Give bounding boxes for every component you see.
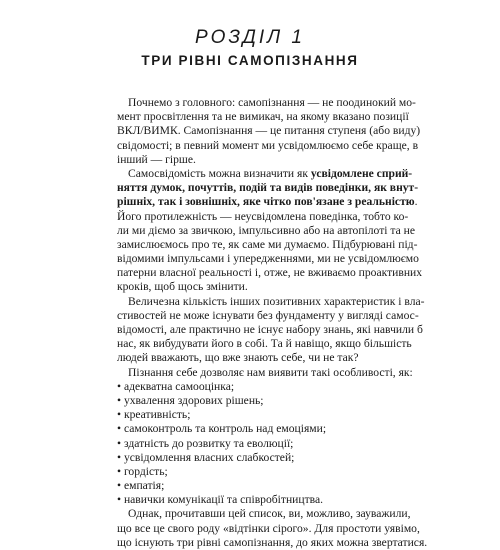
chapter-title: ТРИ РІВНІ САМОПІЗНАННЯ	[141, 53, 359, 68]
text-line	[117, 209, 409, 224]
text-segment: • гордість;	[117, 464, 168, 478]
text-segment: що все це свого роду «відтінки сірого». Для простоти уявімо,	[117, 521, 420, 535]
bold-text: усвідомлене сприй-	[310, 166, 413, 180]
text-segment: патерни власної реальності і, отже, не вживаємо проактивних	[117, 266, 423, 280]
text-line	[117, 124, 421, 138]
text-segment: • адекватна самооцінка;	[117, 379, 235, 393]
list-item	[117, 493, 385, 507]
text-line	[117, 223, 415, 238]
text-line	[117, 323, 423, 337]
list-item	[117, 451, 385, 465]
text-line	[117, 507, 411, 521]
list-item	[117, 380, 385, 394]
list-item	[117, 394, 385, 408]
text-line	[117, 195, 418, 209]
text-segment: кроків, щоб щось змінити.	[117, 280, 248, 294]
text-segment: • самоконтроль та контроль над емоціями;	[117, 422, 327, 436]
text-line	[117, 138, 419, 153]
list-item	[117, 479, 385, 493]
text-line	[117, 181, 419, 195]
text-line	[117, 266, 423, 280]
text-line	[117, 535, 428, 550]
text-line	[117, 280, 385, 294]
text-line	[117, 337, 412, 351]
chapter-heading: РОЗДІЛ 1	[194, 27, 305, 48]
text-line	[117, 365, 413, 380]
body-text	[117, 96, 428, 550]
text-line	[117, 351, 385, 365]
text-segment: Однак, прочитавши цей список, ви, можливо, зауважили,	[128, 507, 411, 521]
text-segment: • ухвалення здорових рішень;	[117, 393, 264, 407]
text-segment: стивостей не може існувати без фундаменту у вигляді самос-	[117, 308, 419, 322]
text-segment: ВКЛ/ВИМК. Самопізнання — це питання ступеня (або виду)	[117, 124, 421, 138]
list-item	[117, 437, 385, 451]
text-segment: відомими імпульсами і упередженнями, ми не усвідомлюємо	[117, 252, 419, 266]
text-line	[117, 521, 420, 536]
text-line	[117, 166, 413, 181]
text-segment: свідомості; в певний момент ми усвідомлюємо себе краще, в	[117, 138, 419, 152]
text-segment: ли ми діємо за звичкою, імпульсивно або на автопілоті та не	[117, 223, 415, 237]
text-segment: Почнемо з головного: самопізнання — не поодинокий мо-	[128, 96, 416, 109]
text-segment: що існують три рівні самопізнання, до яких можна звертатися.	[117, 535, 428, 549]
text-segment: відомості, але практично не існує набору знань, які навчили б	[117, 323, 423, 336]
text-segment: нас, як вибудувати його в собі. Та й навіщо, якщо більшість	[117, 337, 412, 351]
text-line	[117, 252, 419, 266]
text-segment: • навички комунікації та співробітництва.	[117, 493, 324, 507]
text-segment: замислюємось про те, як саме ми думаємо. Підбурювані під-	[117, 237, 418, 251]
text-segment: мент просвітлення та не вимикач, на якому вказано позиції	[117, 110, 409, 124]
list-item	[117, 408, 385, 422]
text-segment: .	[414, 195, 418, 209]
text-segment: Самосвідомість можна визначити як	[128, 166, 311, 180]
text-segment: інший — гірше.	[117, 152, 196, 166]
text-segment: Величезна кількість інших позитивних характеристик і вла-	[128, 294, 425, 308]
text-segment: • здатність до розвитку та еволюції;	[117, 436, 294, 450]
list-item	[117, 465, 385, 479]
bold-text: рішніх, так і зовнішніх, яке чітко пов'язане з реальністю	[117, 195, 415, 209]
text-line	[117, 237, 418, 252]
text-segment: • емпатія;	[117, 479, 165, 493]
text-line	[117, 96, 416, 110]
text-line	[117, 308, 419, 323]
text-line	[117, 153, 385, 167]
bold-text: няття думок, почуттів, подій та видів поведінки, як внут-	[117, 181, 419, 195]
text-line	[117, 110, 409, 124]
text-line	[117, 294, 425, 309]
text-segment: Пізнання себе дозволяє нам виявити такі особливості, як:	[128, 365, 413, 379]
text-segment: • креативність;	[117, 408, 191, 422]
text-segment: людей вважають, що вже знають себе, чи не так?	[117, 351, 359, 365]
text-segment: Його протилежність — неусвідомлена поведінка, тобто ко-	[117, 209, 409, 223]
list-item	[117, 422, 385, 436]
text-segment: • усвідомлення власних слабкостей;	[117, 450, 295, 464]
